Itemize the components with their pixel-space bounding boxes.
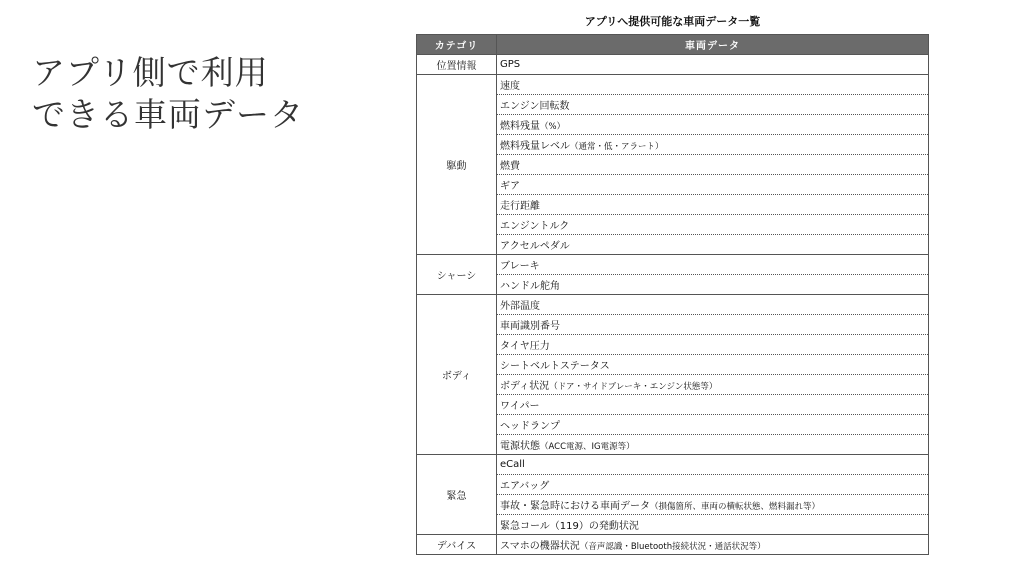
vehicle-data-note: （通常・低・アラート） [570, 142, 664, 152]
vehicle-data-item: シートベルトステータス [500, 361, 610, 372]
vehicle-data-item: eCall [500, 459, 525, 470]
vehicle-data-item: ハンドル舵角 [500, 281, 560, 292]
vehicle-data-table [416, 34, 929, 555]
slide-title-line-1: アプリ側で利用 [32, 53, 269, 92]
table-row [417, 75, 929, 95]
header-vehicle-data: 車両データ [497, 35, 929, 55]
vehicle-data-note: （ACC電源、IG電源等） [540, 442, 635, 452]
table-row [417, 455, 929, 475]
table-body [417, 55, 929, 555]
vehicle-data-cell [497, 75, 929, 95]
header-category: カテゴリ [417, 35, 497, 55]
vehicle-data-item: 外部温度 [500, 301, 540, 312]
vehicle-data-cell [497, 515, 929, 535]
vehicle-data-cell [497, 255, 929, 275]
vehicle-data-item: エンジントルク [500, 221, 570, 232]
vehicle-data-note: （%） [540, 122, 566, 132]
vehicle-data-item: ギア [500, 181, 520, 192]
vehicle-data-note: （ドア・サイドブレーキ・エンジン状態等） [549, 382, 718, 392]
category-cell: シャーシ [417, 255, 497, 295]
vehicle-data-cell [497, 195, 929, 215]
vehicle-data-cell [497, 355, 929, 375]
vehicle-data-item: ブレーキ [500, 261, 540, 272]
vehicle-data-item: GPS [500, 59, 521, 70]
vehicle-data-cell [497, 135, 929, 155]
vehicle-data-cell [497, 335, 929, 355]
vehicle-data-item: 燃費 [500, 161, 520, 172]
vehicle-data-cell [497, 375, 929, 395]
table-caption: アプリへ提供可能な車両データ一覧 [584, 15, 761, 28]
vehicle-data-cell [497, 235, 929, 255]
vehicle-data-item: スマホの機器状況 [500, 541, 580, 552]
vehicle-data-item: 車両識別番号 [500, 321, 560, 332]
vehicle-data-item: 電源状態 [500, 441, 540, 452]
vehicle-data-item: ワイパー [500, 401, 540, 412]
vehicle-data-item: エンジン回転数 [500, 101, 570, 112]
vehicle-data-cell [497, 275, 929, 295]
vehicle-data-cell [497, 55, 929, 75]
table-row [417, 55, 929, 75]
vehicle-data-cell [497, 495, 929, 515]
slide-title-line-2: できる車両データ [32, 95, 304, 134]
vehicle-data-item: 燃料残量 [500, 121, 540, 132]
vehicle-data-cell [497, 115, 929, 135]
vehicle-data-item: エアバッグ [500, 481, 550, 492]
category-cell: 位置情報 [417, 55, 497, 75]
vehicle-data-cell [497, 395, 929, 415]
vehicle-data-item: タイヤ圧力 [500, 341, 550, 352]
vehicle-data-cell [497, 455, 929, 475]
vehicle-data-item: 事故・緊急時における車両データ [500, 501, 650, 512]
category-cell: 緊急 [417, 455, 497, 535]
vehicle-data-item: 緊急コール（119）の発動状況 [500, 521, 639, 532]
category-cell: デバイス [417, 535, 497, 555]
vehicle-data-item: 走行距離 [500, 201, 540, 212]
slide-title [32, 52, 304, 136]
vehicle-data-item: 燃料残量レベル [500, 141, 570, 152]
vehicle-data-note: （音声認識・Bluetooth接続状況・通話状況等） [579, 542, 766, 552]
table-row [417, 535, 929, 555]
table-header-row [417, 35, 929, 55]
table-row [417, 295, 929, 315]
vehicle-data-item: 速度 [500, 81, 520, 92]
category-cell: 駆動 [417, 75, 497, 255]
vehicle-data-cell [497, 295, 929, 315]
vehicle-data-cell [497, 315, 929, 335]
vehicle-data-note: （損傷箇所、車両の横転状態、燃料漏れ等） [650, 502, 821, 512]
vehicle-data-cell [497, 435, 929, 455]
vehicle-data-cell [497, 175, 929, 195]
vehicle-data-cell [497, 415, 929, 435]
vehicle-data-cell [497, 155, 929, 175]
vehicle-data-cell [497, 95, 929, 115]
vehicle-data-item: アクセルペダル [500, 241, 570, 252]
vehicle-data-item: ボディ状況 [500, 381, 550, 392]
category-cell: ボディ [417, 295, 497, 455]
vehicle-data-item: ヘッドランプ [500, 421, 560, 432]
table-row [417, 255, 929, 275]
vehicle-data-cell [497, 535, 929, 555]
vehicle-data-cell [497, 215, 929, 235]
vehicle-data-cell [497, 475, 929, 495]
